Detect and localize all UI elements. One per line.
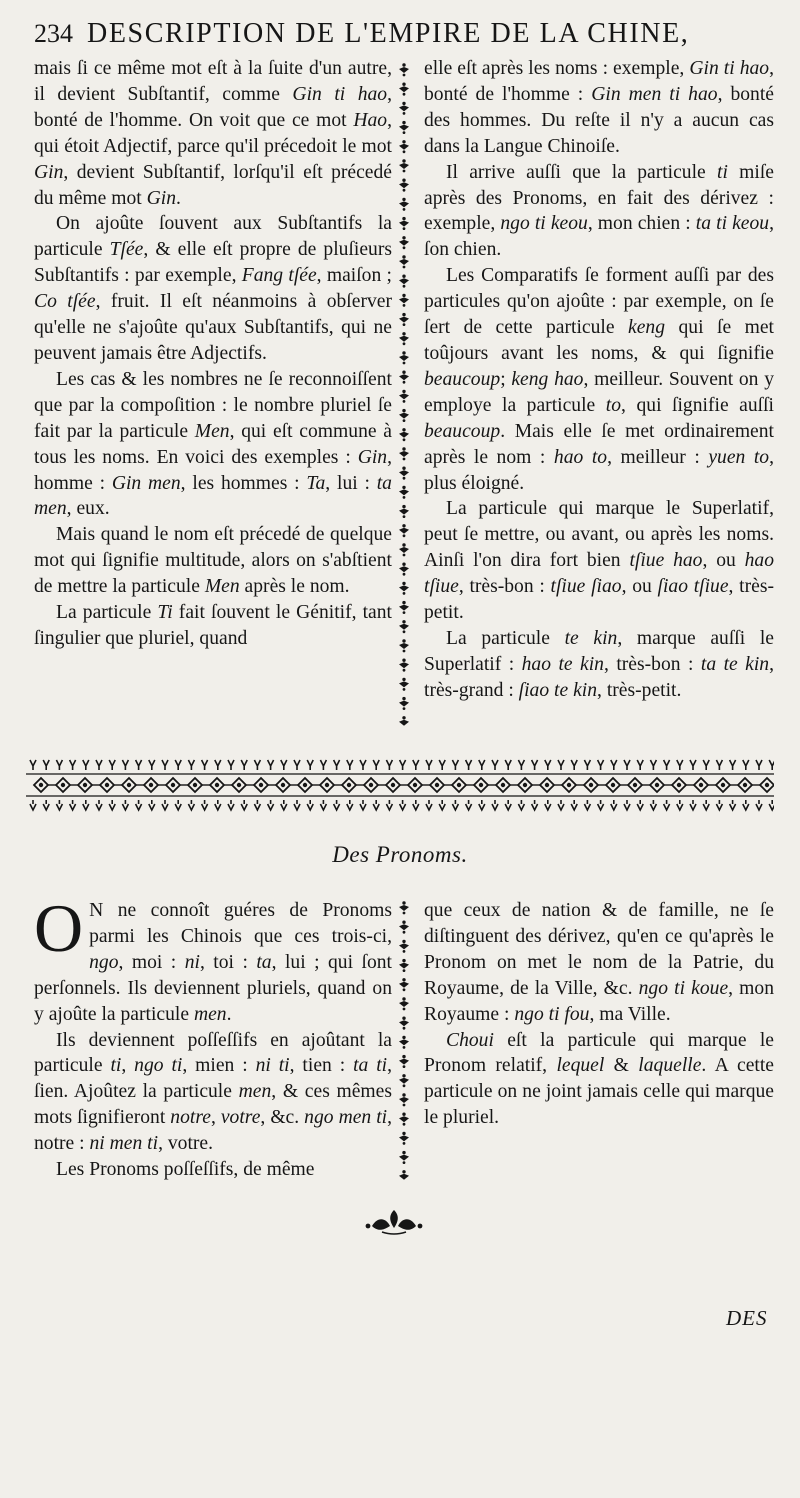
italic-term: keng hao [511, 368, 584, 390]
italic-term: ni ti [255, 1055, 290, 1077]
paragraph [34, 1028, 392, 1158]
text-run: , ou [702, 550, 745, 572]
italic-term: beaucoup [424, 368, 501, 390]
text-run: , & elle eſt propre de pluſieurs Subſtantifs : par exemple, [34, 239, 392, 287]
italic-term: ni men ti [89, 1133, 159, 1155]
text-run: Les Pronoms poſſeſſifs, de même [56, 1159, 315, 1181]
text-run: qui ſe met toûjours avant les noms, & qui ſignifie [424, 317, 774, 364]
italic-term: ngo ti keou [500, 213, 588, 235]
text-run: , plus éloigné. [424, 446, 774, 494]
text-run: , ſon chien. [424, 213, 775, 261]
italic-term: men [238, 1081, 272, 1103]
text-run: , toi : [199, 951, 257, 973]
italic-term: Gin men ti hao [591, 83, 718, 105]
text-run: , notre : [34, 1107, 393, 1155]
italic-term: Ta [306, 472, 326, 494]
italic-term: votre [220, 1107, 261, 1129]
italic-term: Gin [34, 161, 64, 183]
italic-term: Men [194, 420, 230, 442]
paragraph [424, 496, 774, 626]
italic-term: ngo ti [134, 1055, 183, 1077]
paragraph [424, 160, 774, 264]
paragraph [34, 56, 392, 211]
text-run: , meilleur : [607, 446, 709, 468]
text-run: , votre. [158, 1133, 214, 1155]
text-run: , homme : [34, 446, 392, 494]
italic-term: Ti [157, 602, 173, 624]
text-run: après le nom. [239, 576, 350, 598]
italic-term: hao te kin [521, 653, 604, 675]
paragraph [424, 898, 774, 1028]
text-run: , ma Ville. [589, 1003, 671, 1025]
paragraph [424, 263, 774, 496]
left-column-top [34, 56, 392, 652]
text-run: , bonté de l'homme : [424, 58, 774, 105]
text-run: . A cette particule on ne joint jamais celle qui marque le pluriel. [424, 1055, 774, 1129]
text-run: , &c. [260, 1107, 305, 1129]
paragraph [34, 522, 392, 600]
paragraph [424, 56, 774, 160]
italic-term: Hao [353, 109, 388, 131]
text-run: On ajoûte ſouvent aux Subſtantifs la particule [34, 213, 392, 261]
text-run: elle eſt après les noms : exemple, [424, 58, 690, 79]
italic-term: men [193, 1003, 227, 1025]
text-run: La particule [56, 602, 158, 624]
page-number: 234 [34, 19, 73, 48]
text-run: , qui étoit Adjectif, parce qu'il précedoit le mot [34, 109, 392, 157]
text-run: . [176, 187, 181, 209]
italic-term: Gin ti hao [292, 83, 388, 105]
italic-term: tſiue hao [629, 550, 703, 572]
text-run: . Mais elle ſe met ordinairement après le nom : [424, 420, 774, 468]
italic-term: Gin [146, 187, 177, 209]
italic-term: ti [110, 1055, 122, 1077]
italic-term: notre [170, 1107, 211, 1129]
italic-term: lequel [556, 1055, 605, 1077]
fleuron-ornament [364, 1206, 424, 1236]
text-run: miſe après des Pronoms, en fait des dérivez : exemple, [424, 161, 774, 235]
text-run: , bonté de l'homme. On voit que ce mot [34, 83, 392, 131]
italic-term: hao tſiue [424, 550, 775, 598]
text-run: , [121, 1055, 135, 1077]
italic-term: ta ti [353, 1055, 388, 1077]
text-run: , les hommes : [180, 472, 307, 494]
text-run: Mais quand le nom eſt précedé de quelque mot qui ſignifie multitude, alors on s'abſtient de mettre la particule [34, 524, 392, 598]
text-run: que ceux de nation & de famille, ne ſe diſtinguent des dérivez, qu'en ce qu'après le Pronom on met le nom de la Patrie, du Royaume, de la Ville, &c. [424, 900, 774, 999]
italic-term: ta ti keou [695, 213, 770, 235]
italic-term: ngo ti fou [514, 1003, 590, 1025]
column-separator-ornament [397, 900, 411, 1180]
paragraph [424, 626, 774, 704]
text-run: fait ſouvent le Génitif, tant ſingulier que pluriel, quand [34, 602, 392, 649]
text-run: , mon chien : [587, 213, 696, 235]
italic-term: hao to [553, 446, 608, 468]
text-run: , eux. [66, 498, 110, 520]
text-run: La particule qui marque le Superlatif, peut ſe mettre, ou avant, ou après les noms. Ainſi l'on dira fort bien [424, 498, 774, 572]
right-column-top [424, 56, 774, 704]
text-run: , devient Subſtantif, lorſqu'il eſt précedé du même mot [34, 161, 392, 209]
italic-term: Gin [357, 446, 388, 468]
text-run: , fruit. Il eſt néanmoins à obſerver qu'elle ne s'ajoûte qu'aux Subſtantifs, qui ne peuvent jamais être Adjectifs. [34, 291, 392, 364]
text-run: , très-bon : [458, 576, 551, 598]
text-run: , tien : [289, 1055, 354, 1077]
italic-term: ta te kin [700, 653, 770, 675]
italic-term: Co tſée [34, 291, 96, 313]
text-run: , très-grand : [424, 653, 774, 701]
text-run: , bonté des hommes. Du reſte il n'y a aucun cas dans la Langue Chinoiſe. [424, 83, 774, 157]
italic-term: ti [717, 161, 728, 183]
italic-term: ta [256, 951, 272, 973]
italic-term: Choui [446, 1029, 494, 1051]
paragraph [34, 367, 392, 522]
italic-term: Men [204, 576, 240, 598]
paragraph-with-drop-cap [34, 890, 392, 1028]
text-run: mais ſi ce même mot eſt à la ſuite d'un autre, il devient Subſtantif, comme [34, 58, 392, 105]
italic-term: Gin men [111, 472, 181, 494]
paragraph [34, 1157, 392, 1183]
running-title: DESCRIPTION DE L'EMPIRE DE LA CHINE, [87, 18, 690, 49]
running-head [34, 18, 764, 58]
text-run: ; [500, 368, 512, 390]
drop-cap: O [34, 890, 84, 966]
text-run: , ſien. Ajoûtez la particule [34, 1055, 393, 1103]
italic-term: yuen to [708, 446, 770, 468]
text-run: , très-petit. [424, 576, 774, 624]
text-run: , très-petit. [597, 679, 682, 701]
text-run: & [604, 1055, 639, 1077]
text-run: Ils deviennent poſſeſſifs en ajoûtant la particule [34, 1029, 392, 1077]
text-run: Les Comparatifs ſe forment auſſi par des particules qu'on ajoûte : par exemple, on ſe ſert de cette particule [424, 265, 774, 339]
paragraph [34, 211, 392, 366]
italic-term: ta men [34, 472, 392, 520]
text-run: , moi : [118, 951, 185, 973]
text-run: , très-bon : [603, 653, 701, 675]
column-separator-ornament [397, 62, 411, 726]
left-column-bottom [34, 890, 393, 1183]
italic-term: ngo ti koue [638, 977, 729, 999]
italic-term: keng [628, 317, 666, 339]
text-run: , qui eſt commune à tous les noms. En voici des exemples : [34, 420, 392, 468]
italic-term: ſiao tſiue [657, 576, 729, 598]
text-run: , maiſon ; [316, 265, 392, 287]
ornamental-band [26, 756, 774, 814]
text-run: , qui ſignifie auſſi [621, 394, 774, 416]
text-run: eſt la particule qui marque le Pronom relatif, [424, 1029, 774, 1077]
catchword: DES [726, 1306, 768, 1330]
text-run: . [226, 1003, 232, 1025]
section-title: Des Pronoms. [332, 842, 468, 867]
italic-term: Fang tſée [241, 265, 317, 287]
text-run: , mien : [182, 1055, 256, 1077]
text-run: , [210, 1107, 221, 1129]
italic-term: beaucoup [424, 420, 501, 442]
italic-term: ni [184, 951, 200, 973]
text-run: , lui ; qui ſont perſonnels. Ils deviennent pluriels, quand on y ajoûte la particule [34, 951, 392, 1025]
text-run: , & ces mêmes mots ſignifieront [34, 1081, 392, 1129]
text-run: , meilleur. Souvent on y employe la particule [424, 368, 774, 416]
text-run: La particule [446, 627, 565, 649]
text-run: Il arrive auſſi que la particule [446, 161, 718, 183]
text-run: , mon Royaume : [424, 977, 774, 1025]
italic-term: Gin ti hao [689, 58, 770, 79]
text-run: , ou [621, 576, 658, 598]
text-run: , lui : [325, 472, 377, 494]
italic-term: tſiue ſiao [550, 576, 622, 598]
text-run: , marque auſſi le Superlatif : [424, 627, 774, 675]
italic-term: te kin [564, 627, 618, 649]
paragraph [424, 1028, 774, 1132]
paragraph [34, 600, 392, 652]
paragraph-text [34, 890, 392, 1025]
italic-term: to [605, 394, 622, 416]
italic-term: ſiao te kin [518, 679, 598, 701]
italic-term: laquelle [638, 1055, 702, 1077]
italic-term: Tſée [109, 239, 144, 261]
right-column-bottom [424, 898, 774, 1131]
text-run: N ne connoît guéres de Pronoms parmi les Chinois que ces trois-ci, [89, 900, 392, 947]
italic-term: ngo [89, 951, 119, 973]
italic-term: ngo men ti [304, 1107, 388, 1129]
text-run: Les cas & les nombres ne ſe reconnoiſſent que par la compoſition : le nombre pluriel ſe fait par la particule [34, 368, 392, 442]
